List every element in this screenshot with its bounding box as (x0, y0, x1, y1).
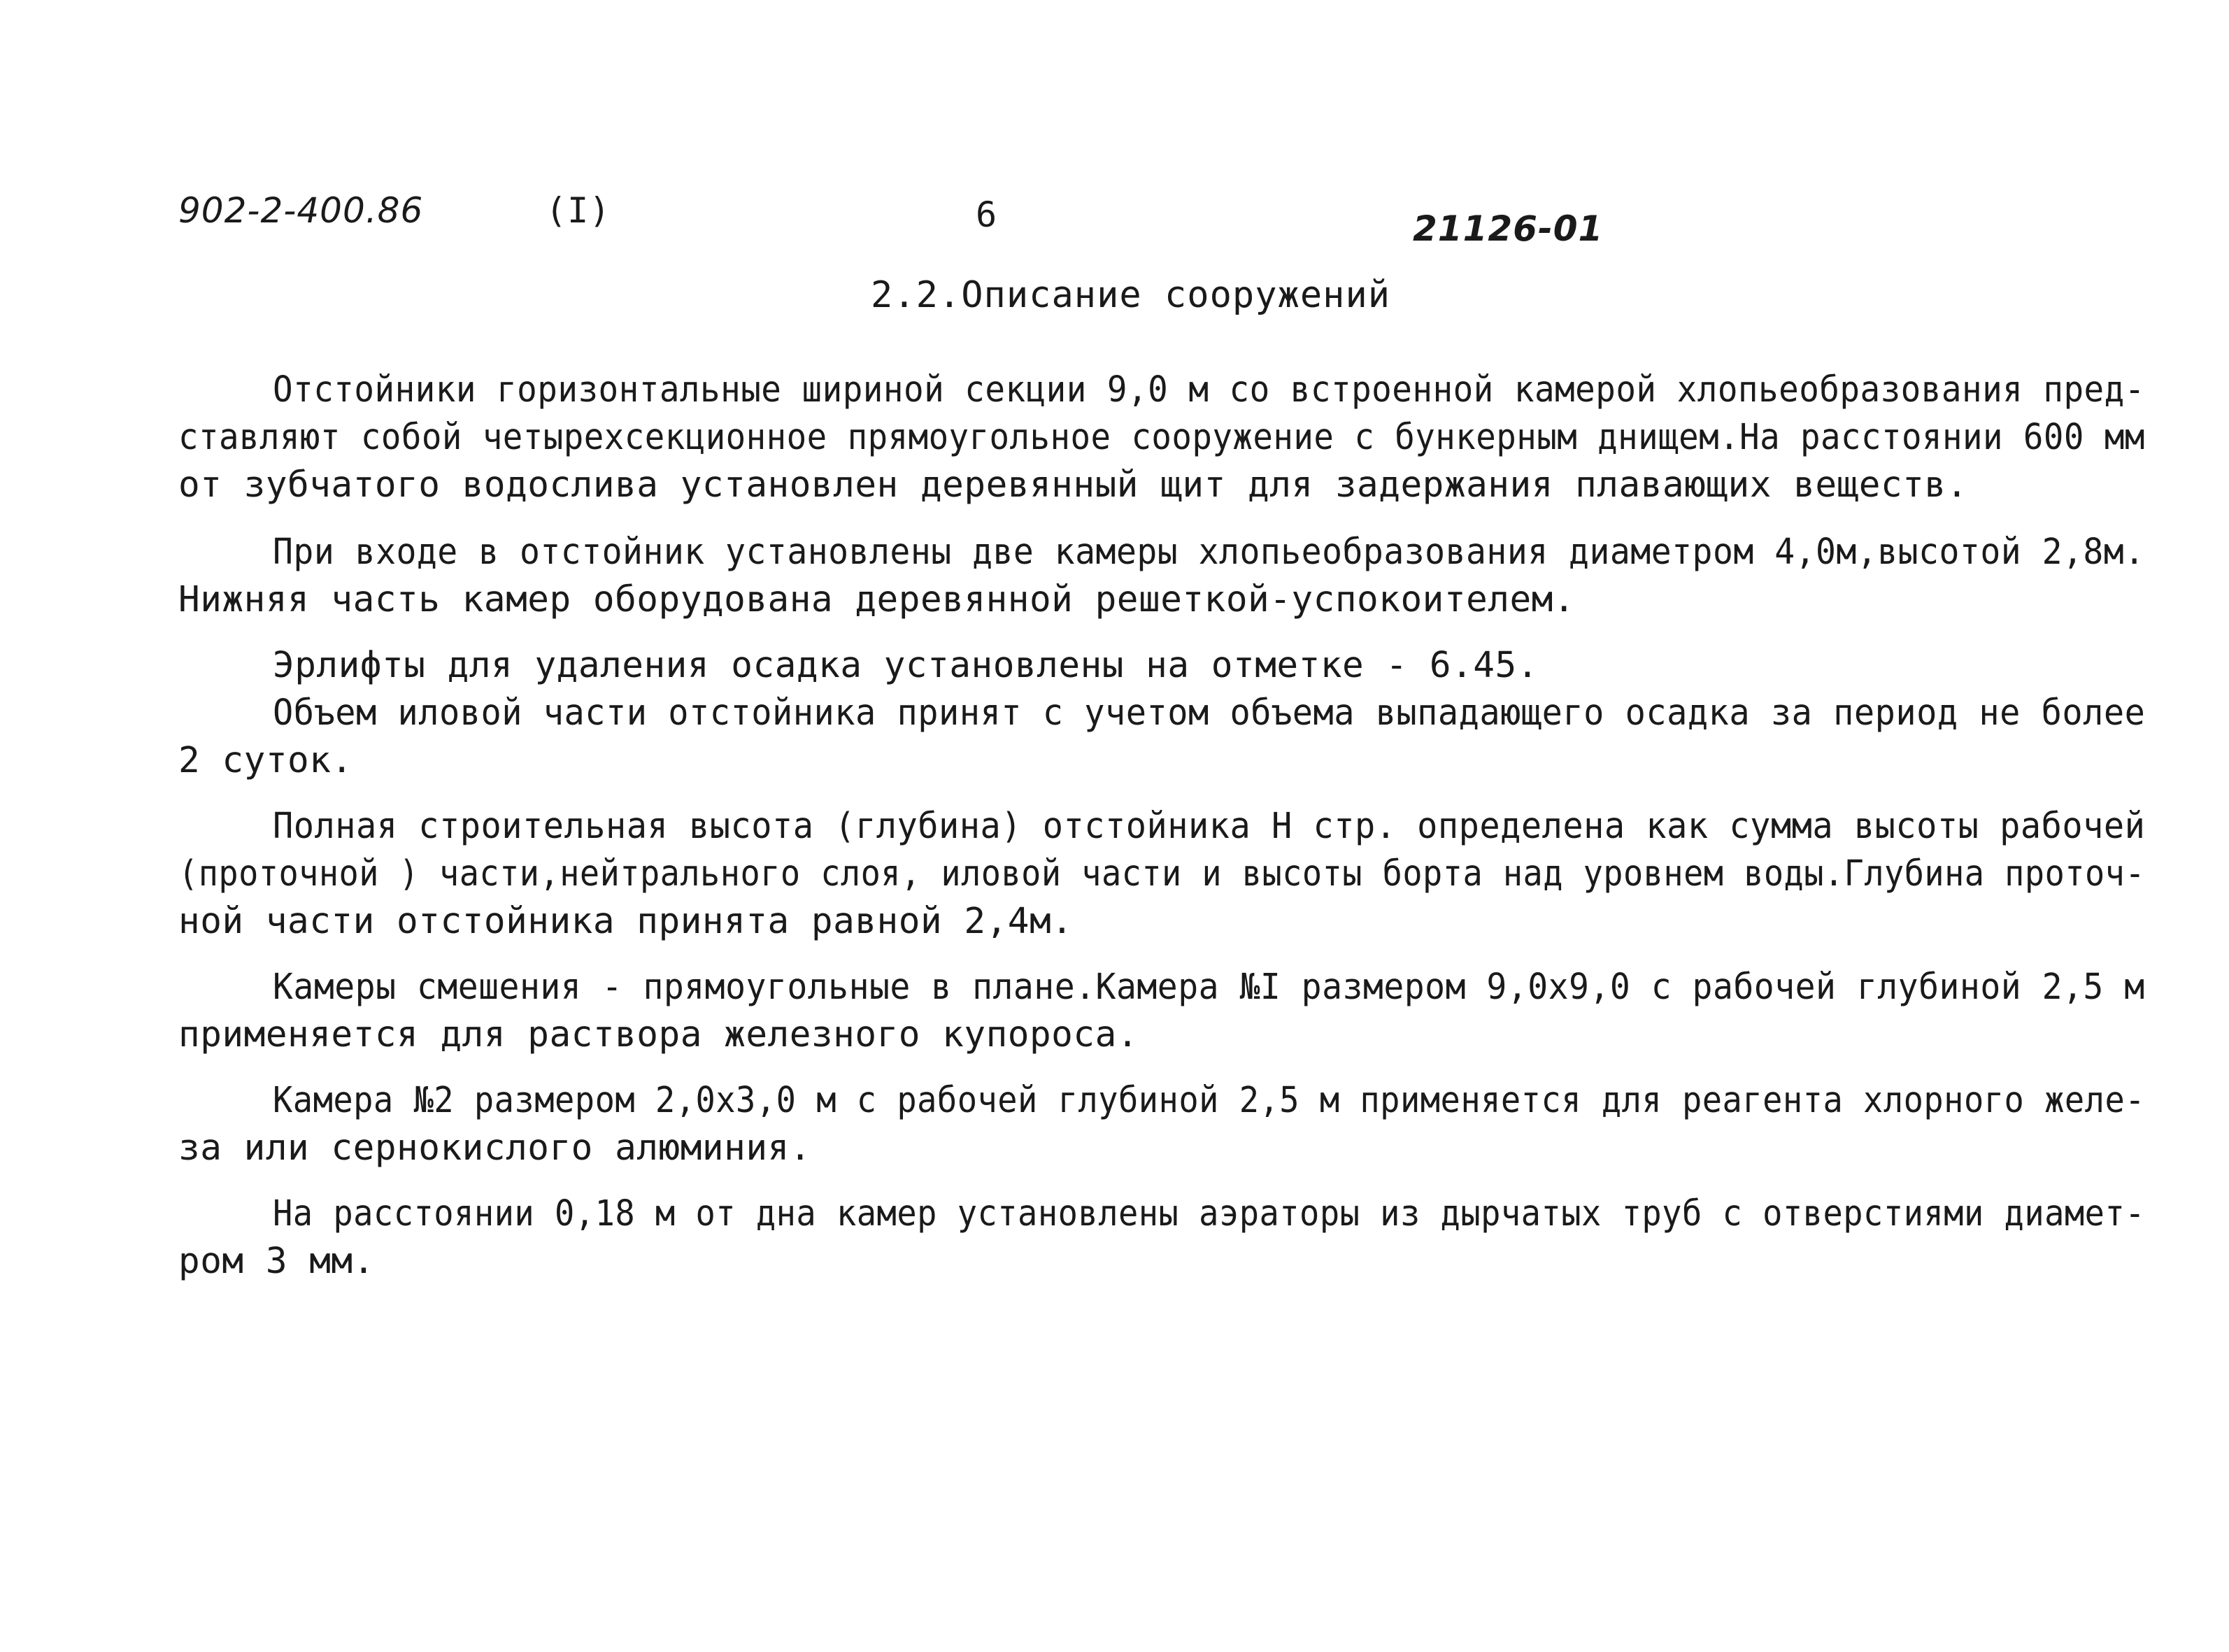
text-line: Полная строительная высота (глубина) отстойника Н стр. определена как сумма высоты рабочей (273, 806, 2146, 847)
text-line: за или сернокислого алюминия. (178, 1127, 811, 1169)
text-line: Объем иловой части отстойника принят с учетом объема выпадающего осадка за период не более (273, 692, 2146, 734)
text-line: Нижняя часть камер оборудована деревянной решеткой-успокоителем. (178, 579, 1576, 620)
text-line: от зубчатого водослива установлен деревянный щит для задержания плавающих веществ. (178, 464, 1968, 506)
archive-number: 21126-01 (1413, 208, 1604, 249)
section-title: 2.2.Описание сооружений (871, 274, 1391, 316)
text-line: применяется для раствора железного купороса. (178, 1014, 1139, 1055)
text-line: ром 3 мм. (178, 1241, 375, 1282)
text-line: ставляют собой четырехсекционное прямоугольное сооружение с бункерным днищем.На расстоянии 600 мм (178, 417, 2145, 458)
text-line: (проточной ) части,нейтрального слоя, иловой части и высоты борта над уровнем воды.Глубина проточ- (178, 853, 2146, 895)
text-line: На расстоянии 0,18 м от дна камер установлены аэраторы из дырчатых труб с отверстиями диамет- (273, 1193, 2146, 1234)
page-number: 6 (976, 194, 998, 235)
sheet-number: (I) (546, 190, 611, 231)
text-line: При входе в отстойник установлены две камеры хлопьеобразования диаметром 4,0м,высотой 2,8м. (273, 532, 2145, 573)
text-line: Камера №2 размером 2,0х3,0 м с рабочей глубиной 2,5 м применяется для реагента хлорного желе- (273, 1080, 2146, 1121)
text-line: Эрлифты для удаления осадка установлены на отметке - 6.45. (273, 645, 1539, 686)
document-code: 902-2-400.86 (178, 190, 424, 231)
text-line: 2 суток. (178, 740, 353, 781)
text-line: Камеры смешения - прямоугольные в плане.Камера №I размером 9,0х9,0 с рабочей глубиной 2,5 м (273, 967, 2145, 1008)
text-line: ной части отстойника принята равной 2,4м. (178, 901, 1074, 942)
text-line: Отстойники горизонтальные шириной секции 9,0 м со встроенной камерой хлопьеобразования пред- (273, 369, 2145, 411)
